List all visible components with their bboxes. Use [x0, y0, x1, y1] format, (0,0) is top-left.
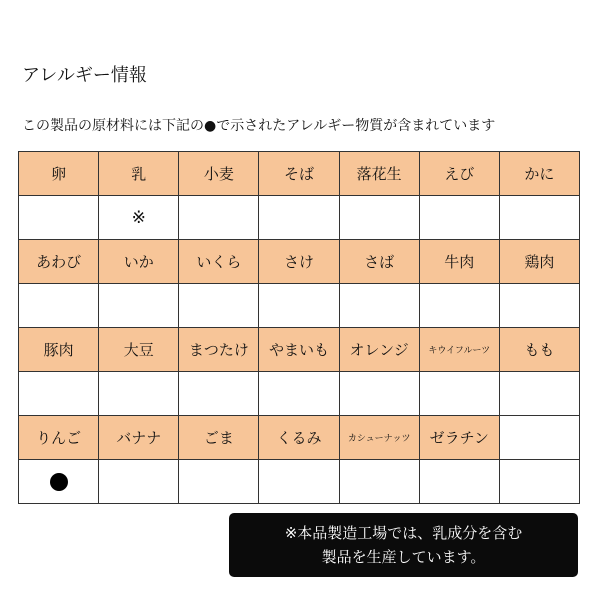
allergen-mark [259, 196, 339, 240]
allergen-mark [19, 372, 99, 416]
allergen-mark [499, 460, 579, 504]
factory-note-line2: 製品を生産しています。 [321, 548, 486, 566]
allergen-mark [339, 372, 419, 416]
allergen-mark [499, 284, 579, 328]
allergen-name: いか [99, 240, 179, 284]
allergen-name: 豚肉 [19, 328, 99, 372]
allergen-name: カシューナッツ [339, 416, 419, 460]
allergen-name: まつたけ [179, 328, 259, 372]
intro-text: この製品の原材料には下記の●で示されたアレルギー物質が含まれています [22, 118, 496, 134]
allergen-name-row [19, 240, 580, 284]
allergen-name: かに [499, 152, 579, 196]
allergen-name: りんご [19, 416, 99, 460]
allergen-mark: ※ [99, 196, 179, 240]
factory-note-line1: ※本品製造工場では、乳成分を含む [284, 524, 523, 542]
allergen-mark [19, 284, 99, 328]
allergen-mark [499, 196, 579, 240]
allergen-name: あわび [19, 240, 99, 284]
allergen-mark [179, 372, 259, 416]
allergen-mark [419, 372, 499, 416]
allergen-name: もも [499, 328, 579, 372]
allergen-name: 小麦 [179, 152, 259, 196]
filled-circle-mark [50, 473, 68, 491]
allergen-mark [179, 284, 259, 328]
allergen-name-empty [499, 416, 579, 460]
allergen-name: やまいも [259, 328, 339, 372]
allergen-mark-row [19, 372, 580, 416]
allergen-mark [99, 460, 179, 504]
allergen-table [18, 151, 580, 504]
allergen-name: ごま [179, 416, 259, 460]
allergen-mark [19, 460, 99, 504]
allergen-mark [179, 196, 259, 240]
allergen-mark [419, 196, 499, 240]
allergen-mark-row [19, 196, 580, 240]
page-title: アレルギー情報 [22, 65, 147, 86]
allergen-name: 落花生 [339, 152, 419, 196]
allergen-mark [99, 284, 179, 328]
allergen-mark [179, 460, 259, 504]
allergen-mark [419, 460, 499, 504]
allergen-mark [499, 372, 579, 416]
allergen-name: 鶏肉 [499, 240, 579, 284]
allergen-name: 牛肉 [419, 240, 499, 284]
allergen-mark [19, 196, 99, 240]
allergen-mark [419, 284, 499, 328]
allergen-mark [259, 460, 339, 504]
allergen-mark [339, 284, 419, 328]
allergen-mark-row [19, 284, 580, 328]
allergen-mark [259, 372, 339, 416]
allergen-name-row [19, 152, 580, 196]
allergen-mark [99, 372, 179, 416]
allergen-mark [339, 196, 419, 240]
allergen-name: さけ [259, 240, 339, 284]
allergen-name: さば [339, 240, 419, 284]
allergen-name: えび [419, 152, 499, 196]
allergen-name: オレンジ [339, 328, 419, 372]
allergen-name-row [19, 416, 580, 460]
allergen-name: 大豆 [99, 328, 179, 372]
allergen-name: 乳 [99, 152, 179, 196]
allergen-name: そば [259, 152, 339, 196]
allergen-name: くるみ [259, 416, 339, 460]
allergen-name: 卵 [19, 152, 99, 196]
allergen-name: キウイフルーツ [419, 328, 499, 372]
allergen-name: ゼラチン [419, 416, 499, 460]
allergen-mark [339, 460, 419, 504]
allergen-name: いくら [179, 240, 259, 284]
factory-note-box [229, 513, 578, 577]
allergen-name-row [19, 328, 580, 372]
allergen-mark [259, 284, 339, 328]
allergen-mark-row [19, 460, 580, 504]
allergen-name: バナナ [99, 416, 179, 460]
